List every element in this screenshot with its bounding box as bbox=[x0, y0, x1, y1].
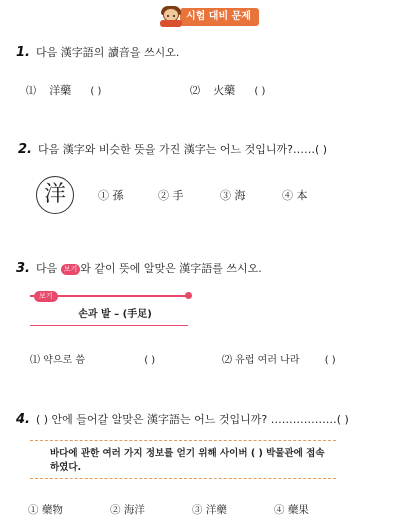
question-text-before: 다음 bbox=[35, 262, 58, 275]
q1-item-1 bbox=[26, 82, 101, 98]
item-mark: ⑴ bbox=[26, 86, 36, 97]
choice-1[interactable]: ① 孫 bbox=[98, 189, 124, 202]
example-tag: 보기 bbox=[34, 291, 58, 302]
question-4 bbox=[16, 411, 349, 427]
answer-blank[interactable]: ( ) bbox=[324, 355, 336, 366]
example-text: 손과 발 – (手足) bbox=[78, 309, 152, 320]
choice-3[interactable]: ③ 洋藥 bbox=[192, 504, 227, 516]
choice-1[interactable]: ① 藥物 bbox=[28, 504, 63, 516]
example-box-dot bbox=[185, 292, 192, 299]
passage-text: 바다에 관한 여러 가지 정보를 얻기 위해 사이버 ( ) 박물관에 접속하였다. bbox=[50, 448, 325, 473]
question-number: 3. bbox=[16, 261, 30, 276]
passage-box-bottom bbox=[30, 478, 336, 479]
item-word: 火藥 bbox=[213, 84, 236, 97]
question-text-after: 와 같이 뜻에 알맞은 漢字語를 쓰시오. bbox=[80, 262, 262, 275]
q3-item-1 bbox=[30, 351, 155, 366]
question-text: 다음 漢字와 비슷한 뜻을 가진 漢字는 어느 것입니까?……( ) bbox=[37, 143, 328, 156]
choice-2[interactable]: ② 海洋 bbox=[110, 504, 145, 516]
answer-blank[interactable]: ( ) bbox=[90, 86, 102, 97]
example-chip: 보기 bbox=[61, 264, 81, 275]
header-badge bbox=[160, 6, 259, 28]
question-text: 다음 漢字語의 讀音을 쓰시오. bbox=[35, 46, 180, 59]
question-text bbox=[36, 260, 262, 276]
question-1 bbox=[16, 44, 179, 60]
choice-4[interactable]: ④ 本 bbox=[282, 189, 308, 202]
mascot-icon bbox=[160, 6, 182, 28]
choice-4[interactable]: ④ 藥果 bbox=[274, 504, 309, 516]
item-mark: ⑵ bbox=[190, 86, 200, 97]
example-box-bottom bbox=[30, 325, 188, 326]
choice-3[interactable]: ③ 海 bbox=[220, 189, 246, 202]
item-label: ⑵ 유럽 여러 나라 bbox=[222, 355, 300, 366]
question-2 bbox=[18, 141, 327, 157]
q1-item-2 bbox=[190, 82, 265, 98]
answer-blank[interactable]: ( ) bbox=[254, 86, 266, 97]
item-label: ⑴ 약으로 씀 bbox=[30, 355, 85, 366]
question-number: 1. bbox=[16, 45, 30, 60]
question-number: 2. bbox=[18, 142, 32, 157]
q3-item-2 bbox=[222, 351, 336, 366]
item-word: 洋藥 bbox=[49, 84, 72, 97]
question-number: 4. bbox=[16, 412, 30, 427]
question-text: ( ) 안에 들어갈 알맞은 漢字語는 어느 것입니까? ………………( ) bbox=[35, 413, 349, 426]
passage-box-top bbox=[30, 440, 336, 441]
answer-blank[interactable]: ( ) bbox=[144, 355, 156, 366]
header-title: 시험 대비 문제 bbox=[180, 8, 259, 26]
target-hanja: 洋 bbox=[36, 176, 74, 214]
choice-2[interactable]: ② 手 bbox=[158, 189, 184, 202]
question-3 bbox=[16, 260, 262, 276]
